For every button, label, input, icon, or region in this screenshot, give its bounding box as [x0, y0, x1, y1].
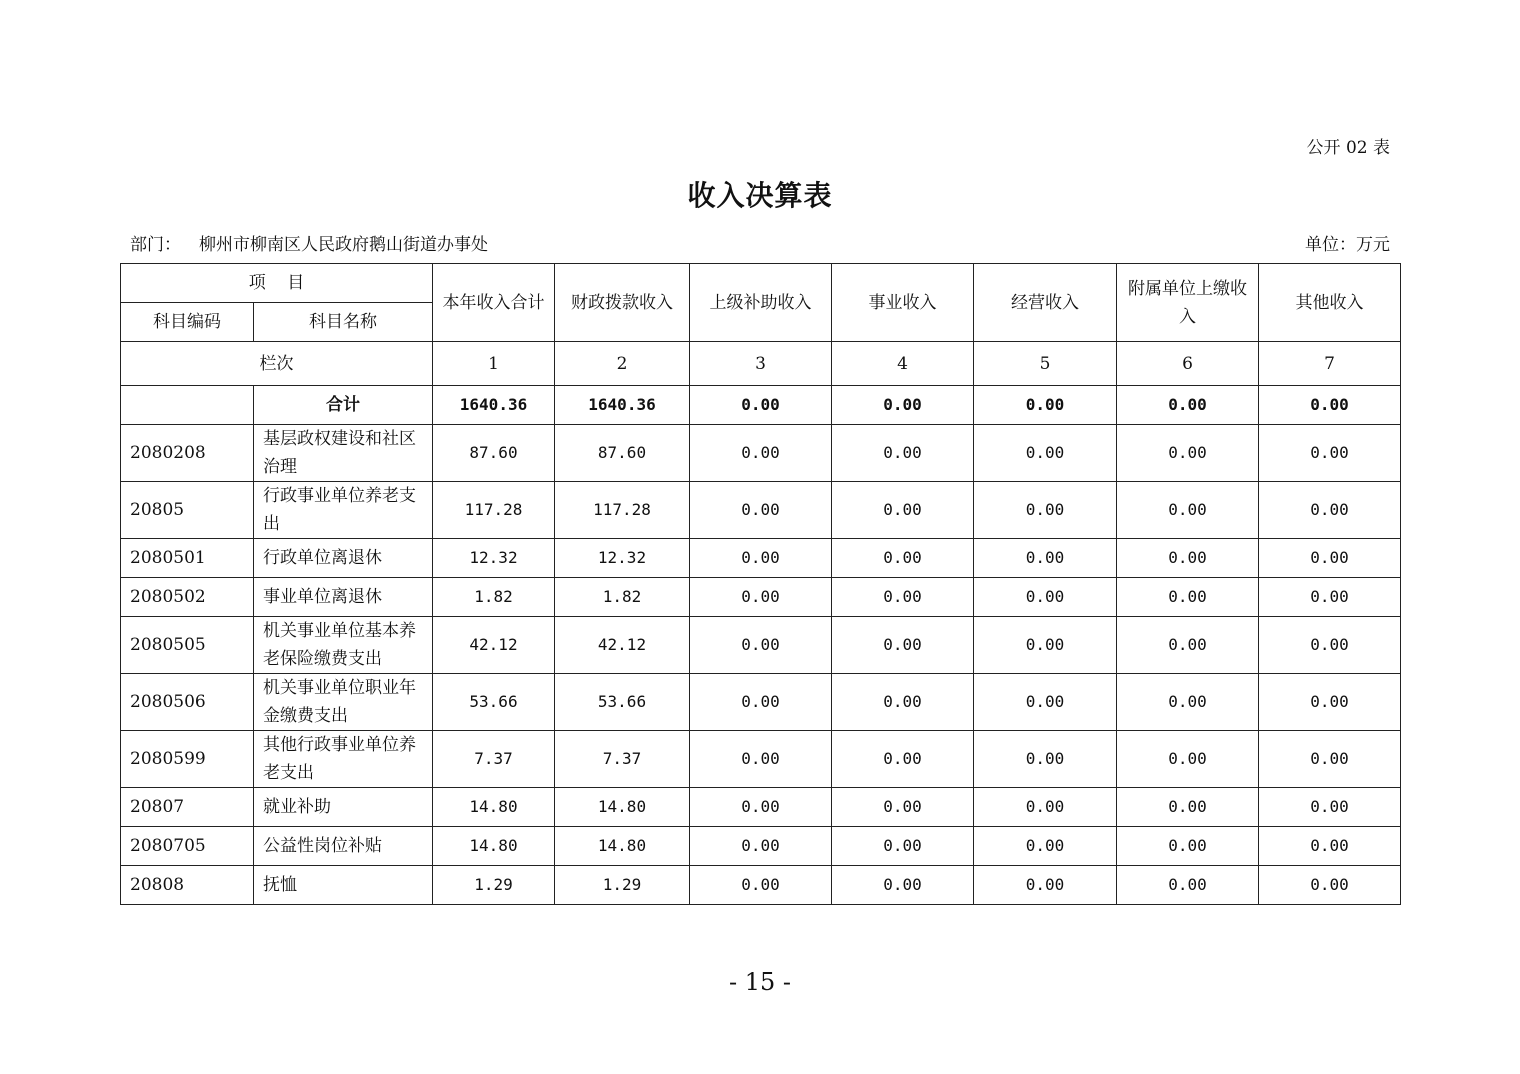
header-name: 科目名称: [254, 303, 433, 342]
amount-cell: 1.82: [433, 578, 555, 617]
amount-cell: 1.29: [555, 866, 690, 905]
amount-cell: 0.00: [690, 482, 832, 539]
amount-cell: 0.00: [1117, 788, 1259, 827]
subject-code: 2080599: [121, 731, 254, 788]
amount-cell: 0.00: [832, 731, 974, 788]
department-info: [130, 230, 506, 255]
amount-cell: 0.00: [690, 731, 832, 788]
table-row: [121, 866, 1401, 905]
subject-name: 抚恤: [254, 866, 433, 905]
amount-cell: 0.00: [1259, 674, 1401, 731]
header-other: 其他收入: [1259, 264, 1401, 342]
amount-cell: 117.28: [555, 482, 690, 539]
total-row: [121, 386, 1401, 425]
subject-name: 事业单位离退休: [254, 578, 433, 617]
subject-code: 2080705: [121, 827, 254, 866]
amount-cell: 14.80: [555, 827, 690, 866]
meta-row: [130, 230, 1390, 255]
amount-cell: 0.00: [974, 539, 1117, 578]
amount-cell: 0.00: [690, 617, 832, 674]
header-fiscal: 财政拨款收入: [555, 264, 690, 342]
amount-cell: 0.00: [974, 827, 1117, 866]
total-label: 合计: [254, 386, 433, 425]
amount-cell: 14.80: [433, 827, 555, 866]
amount-cell: 0.00: [690, 827, 832, 866]
total-value: 0.00: [832, 386, 974, 425]
subject-code: 2080501: [121, 539, 254, 578]
page-title: 收入决算表: [687, 179, 833, 212]
amount-cell: 14.80: [555, 788, 690, 827]
subject-name: 行政单位离退休: [254, 539, 433, 578]
table-row: [121, 425, 1401, 482]
amount-cell: 1.82: [555, 578, 690, 617]
amount-cell: 0.00: [1117, 674, 1259, 731]
amount-cell: 0.00: [1259, 425, 1401, 482]
amount-cell: 0.00: [1117, 827, 1259, 866]
subject-code: 20805: [121, 482, 254, 539]
amount-cell: 0.00: [832, 674, 974, 731]
column-index-label: 栏次: [121, 342, 433, 386]
income-table: [120, 263, 1401, 905]
amount-cell: 0.00: [974, 674, 1117, 731]
table-row: [121, 827, 1401, 866]
amount-cell: 0.00: [1259, 539, 1401, 578]
amount-cell: 0.00: [1259, 482, 1401, 539]
amount-cell: 0.00: [974, 425, 1117, 482]
header-row: [121, 264, 1401, 303]
header-item: 项 目: [121, 264, 433, 303]
table-row: [121, 788, 1401, 827]
amount-cell: 0.00: [1117, 731, 1259, 788]
table-row: [121, 578, 1401, 617]
subject-name: 机关事业单位基本养老保险缴费支出: [254, 617, 433, 674]
subject-code: 2080208: [121, 425, 254, 482]
table-row: [121, 617, 1401, 674]
amount-cell: 7.37: [555, 731, 690, 788]
subject-code: 20808: [121, 866, 254, 905]
unit-label: 单位：万元: [1305, 235, 1390, 255]
subject-name: 公益性岗位补贴: [254, 827, 433, 866]
amount-cell: 0.00: [1117, 617, 1259, 674]
amount-cell: 0.00: [832, 539, 974, 578]
amount-cell: 12.32: [433, 539, 555, 578]
amount-cell: 53.66: [433, 674, 555, 731]
amount-cell: 14.80: [433, 788, 555, 827]
amount-cell: 87.60: [555, 425, 690, 482]
amount-cell: 0.00: [832, 617, 974, 674]
amount-cell: 0.00: [832, 827, 974, 866]
amount-cell: 0.00: [832, 425, 974, 482]
table-row: [121, 731, 1401, 788]
subject-name: 其他行政事业单位养老支出: [254, 731, 433, 788]
column-index-cell: 7: [1259, 342, 1401, 386]
amount-cell: 0.00: [1117, 578, 1259, 617]
column-index-cell: 2: [555, 342, 690, 386]
total-value: 0.00: [690, 386, 832, 425]
amount-cell: 0.00: [832, 788, 974, 827]
subject-name: 机关事业单位职业年金缴费支出: [254, 674, 433, 731]
column-index-cell: 1: [433, 342, 555, 386]
column-index-cell: 3: [690, 342, 832, 386]
header-affiliated: 附属单位上缴收入: [1117, 264, 1259, 342]
amount-cell: 0.00: [1117, 482, 1259, 539]
amount-cell: 0.00: [974, 788, 1117, 827]
total-value: 0.00: [974, 386, 1117, 425]
column-index-cell: 6: [1117, 342, 1259, 386]
amount-cell: 0.00: [974, 866, 1117, 905]
amount-cell: 0.00: [690, 674, 832, 731]
amount-cell: 0.00: [690, 578, 832, 617]
subject-name: 就业补助: [254, 788, 433, 827]
amount-cell: 0.00: [690, 539, 832, 578]
table-row: [121, 674, 1401, 731]
amount-cell: 42.12: [433, 617, 555, 674]
column-index-cell: 5: [974, 342, 1117, 386]
amount-cell: 0.00: [974, 578, 1117, 617]
amount-cell: 0.00: [1117, 425, 1259, 482]
amount-cell: 0.00: [1117, 866, 1259, 905]
subject-code: 2080506: [121, 674, 254, 731]
department-label: 部门：: [130, 235, 181, 255]
amount-cell: 1.29: [433, 866, 555, 905]
amount-cell: 0.00: [1259, 578, 1401, 617]
column-index-cell: 4: [832, 342, 974, 386]
subject-code: 2080502: [121, 578, 254, 617]
page-number: - 15 -: [728, 968, 791, 996]
header-total: 本年收入合计: [433, 264, 555, 342]
amount-cell: 0.00: [974, 731, 1117, 788]
amount-cell: 7.37: [433, 731, 555, 788]
subject-name: 行政事业单位养老支出: [254, 482, 433, 539]
total-value: 1640.36: [433, 386, 555, 425]
amount-cell: 0.00: [690, 425, 832, 482]
amount-cell: 0.00: [690, 788, 832, 827]
amount-cell: 0.00: [974, 617, 1117, 674]
amount-cell: 0.00: [832, 578, 974, 617]
amount-cell: 0.00: [1259, 827, 1401, 866]
amount-cell: 0.00: [1259, 788, 1401, 827]
total-code: [121, 386, 254, 425]
table-row: [121, 539, 1401, 578]
subject-code: 20807: [121, 788, 254, 827]
total-value: 0.00: [1259, 386, 1401, 425]
amount-cell: 0.00: [690, 866, 832, 905]
amount-cell: 0.00: [832, 866, 974, 905]
amount-cell: 0.00: [1259, 866, 1401, 905]
amount-cell: 117.28: [433, 482, 555, 539]
amount-cell: 42.12: [555, 617, 690, 674]
column-index-row: [121, 342, 1401, 386]
subject-code: 2080505: [121, 617, 254, 674]
total-value: 1640.36: [555, 386, 690, 425]
form-code: 公开 02 表: [1306, 138, 1390, 158]
amount-cell: 0.00: [832, 482, 974, 539]
amount-cell: 53.66: [555, 674, 690, 731]
header-operating: 经营收入: [974, 264, 1117, 342]
header-code: 科目编码: [121, 303, 254, 342]
header-superior: 上级补助收入: [690, 264, 832, 342]
amount-cell: 12.32: [555, 539, 690, 578]
amount-cell: 0.00: [974, 482, 1117, 539]
subject-name: 基层政权建设和社区治理: [254, 425, 433, 482]
department-name: 柳州市柳南区人民政府鹅山街道办事处: [199, 235, 488, 255]
amount-cell: 0.00: [1117, 539, 1259, 578]
amount-cell: 0.00: [1259, 731, 1401, 788]
table-row: [121, 482, 1401, 539]
total-value: 0.00: [1117, 386, 1259, 425]
header-business: 事业收入: [832, 264, 974, 342]
amount-cell: 87.60: [433, 425, 555, 482]
amount-cell: 0.00: [1259, 617, 1401, 674]
